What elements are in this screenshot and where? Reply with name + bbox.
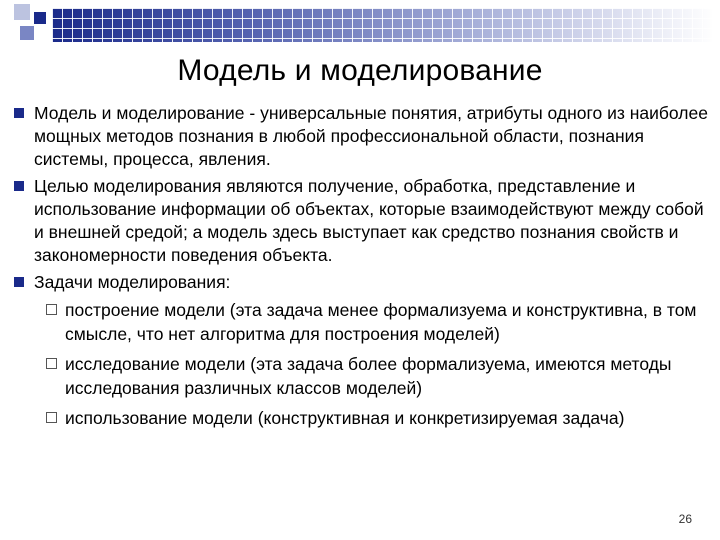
decorative-square-1 xyxy=(14,4,30,20)
hollow-square-bullet-icon xyxy=(46,412,57,423)
sub-bullet-item xyxy=(10,406,715,430)
bullet-item xyxy=(10,175,715,267)
header-banner xyxy=(52,8,714,42)
sub-bullet-item xyxy=(10,352,715,400)
bullet-item xyxy=(10,271,715,294)
bullet-text: Модель и моделирование - универсальные понятия, атрибуты одного из наиболее мощных методов познания в любой профессиональной области, познания системы, процесса, явления. xyxy=(34,103,708,169)
square-bullet-icon xyxy=(14,277,24,287)
decorative-square-3 xyxy=(20,26,34,40)
slide-content xyxy=(10,102,715,436)
sub-bullet-item xyxy=(10,298,715,346)
slide-title: Модель и моделирование xyxy=(177,54,543,87)
sub-bullet-text: использование модели (конструктивная и конкретизируемая задача) xyxy=(65,408,625,428)
hollow-square-bullet-icon xyxy=(46,304,57,315)
square-bullet-icon xyxy=(14,108,24,118)
page-number: 26 xyxy=(678,512,692,526)
bullet-text: Целью моделирования являются получение, обработка, представление и использование информации об объектах, которые взаимодействуют между собой и внешней средой; а модель здесь выступает как средство познания свойств и закономерности поведения объекта. xyxy=(34,176,704,265)
hollow-square-bullet-icon xyxy=(46,358,57,369)
square-bullet-icon xyxy=(14,181,24,191)
decorative-square-2 xyxy=(34,12,46,24)
banner-grid xyxy=(52,8,714,42)
bullet-item xyxy=(10,102,715,171)
sub-bullet-text: исследование модели (эта задача более формализуема, имеются методы исследования различных классов моделей) xyxy=(65,354,672,398)
sub-bullet-text: построение модели (эта задача менее формализуема и конструктивна, в том смысле, что нет алгоритма для построения моделей) xyxy=(65,300,697,344)
bullet-text: Задачи моделирования: xyxy=(34,272,231,292)
